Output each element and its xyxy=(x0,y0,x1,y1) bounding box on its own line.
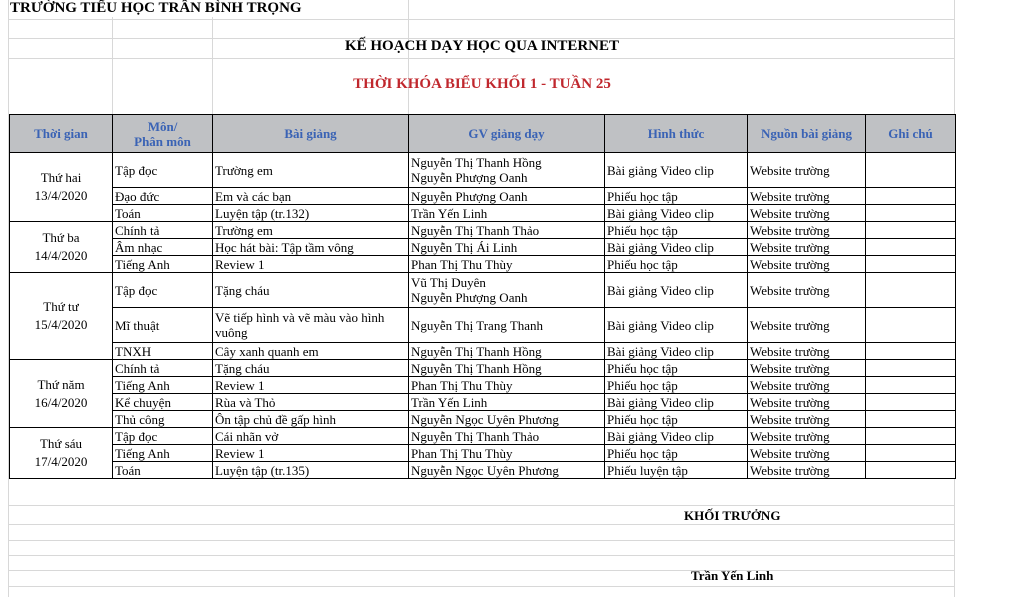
teacher-cell: Nguyễn Thị Thanh Thảo xyxy=(409,222,605,239)
timetable xyxy=(9,114,956,479)
plan-title: KẾ HOẠCH DẠY HỌC QUA INTERNET xyxy=(344,38,620,54)
note-cell xyxy=(866,394,956,411)
header-format: Hình thức xyxy=(605,115,748,153)
subject-cell: Mĩ thuật xyxy=(113,308,213,343)
table-row xyxy=(10,222,956,239)
lesson-cell: Review 1 xyxy=(213,445,409,462)
source-cell: Website trường xyxy=(748,360,866,377)
note-cell xyxy=(866,445,956,462)
subject-cell: Kể chuyện xyxy=(113,394,213,411)
format-cell: Bài giảng Video clip xyxy=(605,428,748,445)
header-subject-line2: Phân môn xyxy=(134,133,191,149)
timetable-title: THỜI KHÓA BIỂU KHỐI 1 - TUẦN 25 xyxy=(353,76,611,92)
teacher-name: Nguyễn Phượng Oanh xyxy=(411,170,528,185)
table-row xyxy=(10,394,956,411)
teacher-cell: Nguyễn Thị Trang Thanh xyxy=(409,308,605,343)
table-row xyxy=(10,239,956,256)
subject-cell: Toán xyxy=(113,205,213,222)
note-cell xyxy=(866,462,956,479)
table-row xyxy=(10,343,956,360)
lesson-cell: Review 1 xyxy=(213,377,409,394)
day-cell xyxy=(10,360,113,428)
lesson-cell: Luyện tập (tr.135) xyxy=(213,462,409,479)
teacher-cell: Nguyễn Thị Thanh Hồng xyxy=(409,343,605,360)
table-row xyxy=(10,188,956,205)
source-cell: Website trường xyxy=(748,239,866,256)
teacher-name: Nguyễn Thị Thanh Hồng xyxy=(411,155,542,170)
header-time: Thời gian xyxy=(10,115,113,153)
header-row xyxy=(10,115,956,153)
lesson-cell: Cái nhãn vở xyxy=(213,428,409,445)
subject-cell: Âm nhạc xyxy=(113,239,213,256)
note-cell xyxy=(866,205,956,222)
note-cell xyxy=(866,411,956,428)
teacher-cell: Trần Yến Linh xyxy=(409,205,605,222)
lesson-cell: Tặng cháu xyxy=(213,360,409,377)
source-cell: Website trường xyxy=(748,411,866,428)
teacher-cell: Phan Thị Thu Thùy xyxy=(409,256,605,273)
lesson-cell: Review 1 xyxy=(213,256,409,273)
table-row xyxy=(10,273,956,308)
source-cell: Website trường xyxy=(748,188,866,205)
grid-line xyxy=(8,58,954,59)
day-cell xyxy=(10,153,113,222)
grid-line xyxy=(8,570,954,571)
note-cell xyxy=(866,239,956,256)
lesson-cell: Luyện tập (tr.132) xyxy=(213,205,409,222)
teacher-cell: Nguyễn Thị Thanh Thảo xyxy=(409,428,605,445)
source-cell: Website trường xyxy=(748,273,866,308)
source-cell: Website trường xyxy=(748,256,866,273)
lesson-cell: Rùa và Thỏ xyxy=(213,394,409,411)
teacher-cell: Trần Yến Linh xyxy=(409,394,605,411)
note-cell xyxy=(866,360,956,377)
school-name: TRƯỜNG TIỂU HỌC TRẦN BÌNH TRỌNG xyxy=(10,0,306,17)
teacher-cell: Nguyễn Thị Thanh Hồng xyxy=(409,360,605,377)
note-cell xyxy=(866,343,956,360)
subject-cell: Đạo đức xyxy=(113,188,213,205)
day-date: 16/4/2020 xyxy=(34,394,88,410)
table-row xyxy=(10,205,956,222)
day-date: 17/4/2020 xyxy=(34,454,88,469)
grid-line xyxy=(8,505,954,506)
subject-cell: Tiếng Anh xyxy=(113,377,213,394)
day-cell xyxy=(10,222,113,273)
note-cell xyxy=(866,153,956,188)
lesson-cell: Vẽ tiếp hình và vẽ màu vào hình vuông xyxy=(213,308,409,343)
note-cell xyxy=(866,256,956,273)
day-cell xyxy=(10,273,113,360)
day-cell xyxy=(10,428,113,479)
source-cell: Website trường xyxy=(748,343,866,360)
teacher-cell: Phan Thị Thu Thùy xyxy=(409,445,605,462)
table-row xyxy=(10,256,956,273)
format-cell: Bài giảng Video clip xyxy=(605,153,748,188)
lesson-cell: Trường em xyxy=(213,222,409,239)
signature-title: KHỐI TRƯỞNG xyxy=(684,508,781,523)
source-cell: Website trường xyxy=(748,153,866,188)
source-cell: Website trường xyxy=(748,308,866,343)
teacher-cell: Nguyễn Ngọc Uyên Phương xyxy=(409,462,605,479)
subject-cell: Toán xyxy=(113,462,213,479)
subject-cell: TNXH xyxy=(113,343,213,360)
lesson-cell: Tặng cháu xyxy=(213,273,409,308)
note-cell xyxy=(866,273,956,308)
format-cell: Phiếu luyện tập xyxy=(605,462,748,479)
format-cell: Bài giảng Video clip xyxy=(605,239,748,256)
header-source: Nguồn bài giảng xyxy=(748,115,866,153)
header-note: Ghi chú xyxy=(866,115,956,153)
subject-cell: Chính tả xyxy=(113,222,213,239)
format-cell: Phiếu học tập xyxy=(605,445,748,462)
subject-cell: Chính tả xyxy=(113,360,213,377)
table-row xyxy=(10,360,956,377)
table-row xyxy=(10,411,956,428)
day-name: Thứ tư xyxy=(43,299,79,314)
table-row xyxy=(10,445,956,462)
day-name: Thứ hai xyxy=(40,170,82,185)
day-name: Thứ năm xyxy=(37,376,85,392)
format-cell: Phiếu học tập xyxy=(605,360,748,377)
note-cell xyxy=(866,428,956,445)
day-name: Thứ sáu xyxy=(39,436,83,451)
day-date: 13/4/2020 xyxy=(34,188,88,203)
source-cell: Website trường xyxy=(748,205,866,222)
format-cell: Phiếu học tập xyxy=(605,377,748,394)
source-cell: Website trường xyxy=(748,445,866,462)
teacher-cell: Phan Thị Thu Thùy xyxy=(409,377,605,394)
grid-line xyxy=(408,0,409,114)
day-date: 15/4/2020 xyxy=(34,317,88,332)
format-cell: Phiếu học tập xyxy=(605,256,748,273)
header-lesson: Bài giảng xyxy=(213,115,409,153)
teacher-name: Vũ Thị Duyên xyxy=(411,275,486,290)
note-cell xyxy=(866,188,956,205)
header-teacher: GV giảng dạy xyxy=(409,115,605,153)
lesson-cell: Trường em xyxy=(213,153,409,188)
subject-cell: Tập đọc xyxy=(113,273,213,308)
teacher-cell: Nguyễn Phượng Oanh xyxy=(409,188,605,205)
day-date: 14/4/2020 xyxy=(34,248,88,263)
lesson-cell: Học hát bài: Tập tầm vông xyxy=(213,239,409,256)
format-cell: Phiếu học tập xyxy=(605,411,748,428)
format-cell: Bài giảng Video clip xyxy=(605,343,748,360)
table-row xyxy=(10,462,956,479)
source-cell: Website trường xyxy=(748,222,866,239)
subject-cell: Thủ công xyxy=(113,411,213,428)
signature-name: Trần Yến Linh xyxy=(691,568,774,583)
source-cell: Website trường xyxy=(748,428,866,445)
grid-line xyxy=(212,0,213,114)
teacher-name: Nguyễn Phượng Oanh xyxy=(411,290,528,305)
note-cell xyxy=(866,377,956,394)
lesson-cell: Cây xanh quanh em xyxy=(213,343,409,360)
subject-cell: Tiếng Anh xyxy=(113,445,213,462)
subject-cell: Tập đọc xyxy=(113,153,213,188)
source-cell: Website trường xyxy=(748,462,866,479)
source-cell: Website trường xyxy=(748,394,866,411)
format-cell: Phiếu học tập xyxy=(605,222,748,239)
header-subject-line1: Môn/ xyxy=(147,118,178,134)
subject-cell: Tập đọc xyxy=(113,428,213,445)
format-cell: Bài giảng Video clip xyxy=(605,308,748,343)
grid-line xyxy=(8,555,954,556)
day-name: Thứ ba xyxy=(42,230,80,245)
lesson-cell: Ôn tập chủ đề gấp hình xyxy=(213,411,409,428)
teacher-cell: Nguyễn Ngọc Uyên Phương xyxy=(409,411,605,428)
lesson-cell: Em và các bạn xyxy=(213,188,409,205)
teacher-cell xyxy=(409,273,605,308)
table-row xyxy=(10,153,956,188)
grid-line xyxy=(8,586,954,587)
format-cell: Phiếu học tập xyxy=(605,188,748,205)
grid-line xyxy=(112,0,113,114)
grid-line xyxy=(8,524,954,525)
teacher-cell xyxy=(409,153,605,188)
teacher-cell: Nguyễn Thị Ái Linh xyxy=(409,239,605,256)
grid-line xyxy=(8,19,954,20)
header-subject xyxy=(113,115,213,153)
subject-cell: Tiếng Anh xyxy=(113,256,213,273)
table-row xyxy=(10,377,956,394)
note-cell xyxy=(866,222,956,239)
format-cell: Bài giảng Video clip xyxy=(605,205,748,222)
grid-line xyxy=(8,540,954,541)
table-row xyxy=(10,428,956,445)
format-cell: Bài giảng Video clip xyxy=(605,273,748,308)
source-cell: Website trường xyxy=(748,377,866,394)
format-cell: Bài giảng Video clip xyxy=(605,394,748,411)
table-row xyxy=(10,308,956,343)
note-cell xyxy=(866,308,956,343)
